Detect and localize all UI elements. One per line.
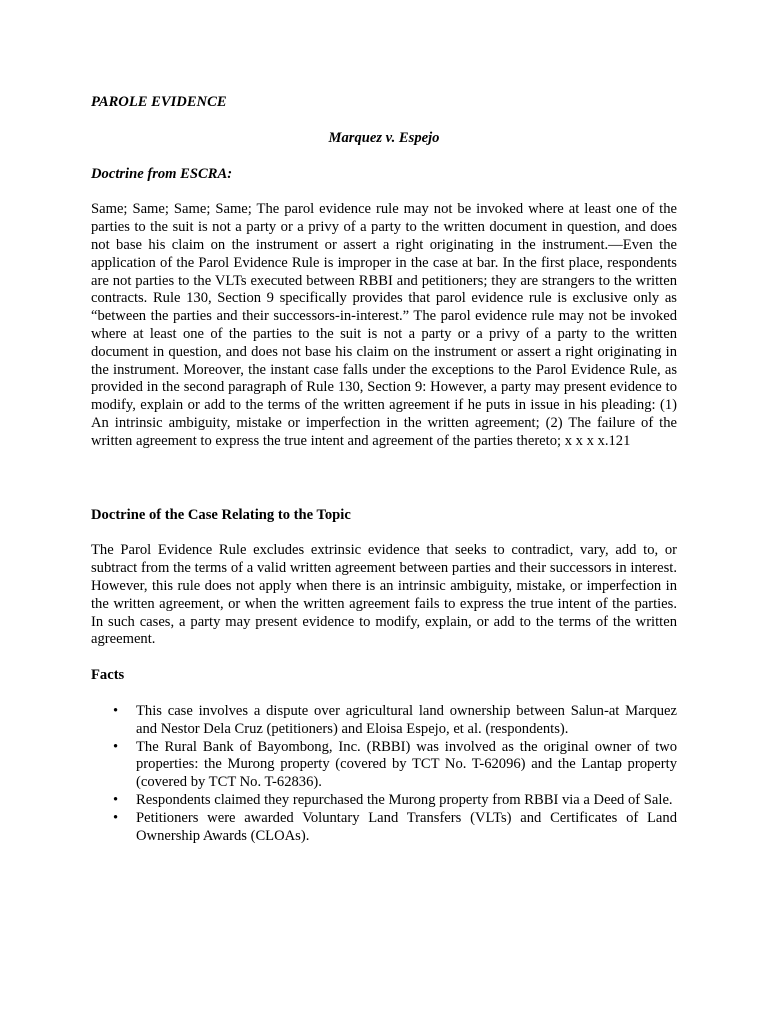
list-item [91, 810, 677, 846]
fact-text: The Rural Bank of Bayombong, Inc. (RBBI) was involved as the original owner of two properties: the Murong property (covered by TCT No. T-62096) and the Lantap property (covered by TCT No. T-62836). [136, 738, 677, 791]
case-doctrine-heading: Doctrine of the Case Relating to the Topic [91, 506, 351, 523]
bullet-icon: • [113, 738, 119, 755]
list-item [91, 739, 677, 792]
case-title: Marquez v. Espejo [328, 129, 440, 146]
bullet-icon: • [113, 702, 119, 719]
list-item [91, 792, 677, 810]
escra-heading: Doctrine from ESCRA: [91, 165, 233, 182]
case-doctrine-text: The Parol Evidence Rule excludes extrinsic evidence that seeks to contradict, vary, add to, or subtract from the terms of a valid written agreement between parties and their successors in interest. However, this rule does not apply when there is an intrinsic ambiguity, mistake, or imperfection in the written agreement, or when the written agreement fails to express the true intent of the parties. In such cases, a party may present evidence to modify, explain, or add to the terms of the written agreement. [91, 542, 677, 648]
spacer [91, 451, 677, 507]
document-page [91, 94, 677, 845]
list-item [91, 703, 677, 739]
fact-text: This case involves a dispute over agricultural land ownership between Salun-at Marquez and Nestor Dela Cruz (petitioners) and Eloisa Espejo, et al. (respondents). [136, 702, 677, 737]
facts-list [91, 703, 677, 845]
bullet-icon: • [113, 809, 119, 826]
facts-heading: Facts [91, 667, 125, 684]
fact-text: Petitioners were awarded Voluntary Land Transfers (VLTs) and Certificates of Land Ownership Awards (CLOAs). [136, 809, 677, 844]
escra-doctrine-text: Same; Same; Same; Same; The parol evidence rule may not be invoked where at least one of the parties to the suit is not a party or a privy of a party to the written document in question, and does not base his claim on the instrument or assert a right originating in the instrument.—Even the application of the Parol Evidence Rule is improper in the case at bar. In the first place, respondents are not parties to the VLTs executed between RBBI and petitioners; they are strangers to the written contracts. Rule 130, Section 9 specifically provides that parol evidence rule is exclusive only as “between the parties and their successors-in-interest.” The parol evidence rule may not be invoked where at least one of the parties to the suit is not a party or a privy of a party to the written document in question, and does not base his claim on the instrument or assert a right originating in the instrument. Moreover, the instant case falls under the exceptions to the Parol Evidence Rule, as provided in the second paragraph of Rule 130, Section 9: However, a party may present evidence to modify, explain or add to the terms of the written agreement if he puts in issue in his pleading: (1) An intrinsic ambiguity, mistake or imperfection in the written agreement; (2) The failure of the written agreement to express the true intent and agreement of the parties thereto; x x x x.121 [91, 201, 677, 449]
bullet-icon: • [113, 791, 119, 808]
fact-text: Respondents claimed they repurchased the Murong property from RBBI via a Deed of Sale. [136, 791, 673, 808]
topic-heading: PAROLE EVIDENCE [91, 94, 227, 110]
